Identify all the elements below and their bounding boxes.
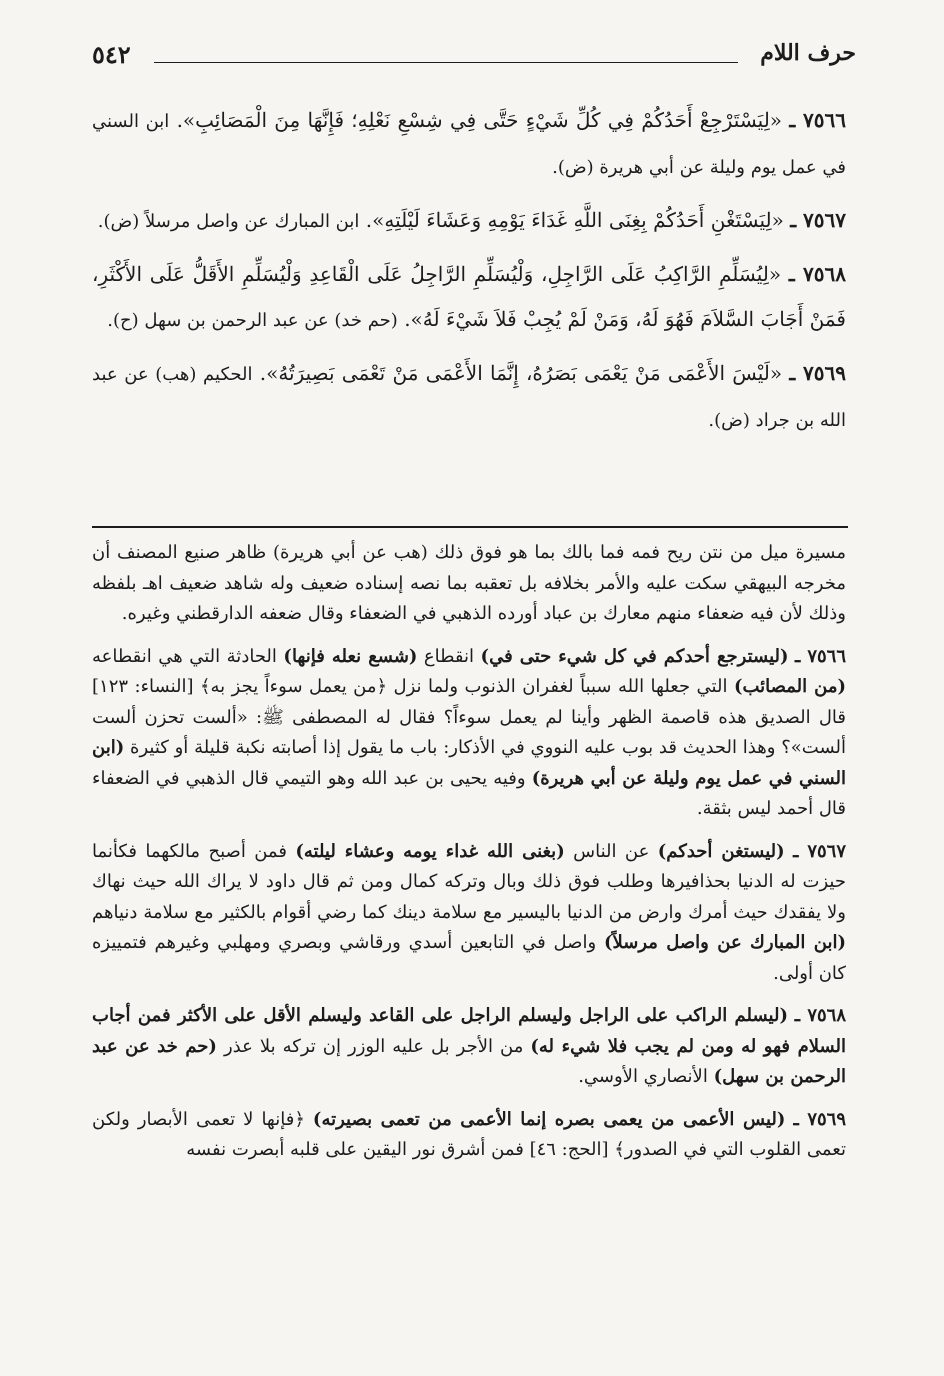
hadith-number: ٧٥٦٦ ـ <box>789 108 847 132</box>
page-header <box>92 40 856 76</box>
quoted-text: (بغنى الله غداء يومه وعشاء ليلته) <box>295 840 565 862</box>
quoted-text: (ليسلم الراكب على الراجل وليسلم الراجل على القاعد وليسلم الأقل على الأكثر فمن أجاب السلام فهو له ومن لم يجب فلا شيء له) <box>92 1005 846 1057</box>
hadith-7567 <box>92 198 846 244</box>
section-divider <box>92 526 848 528</box>
quoted-text: (ليسترجع أحدكم في كل شيء حتى في) <box>480 645 789 667</box>
hadith-source: ابن السني في عمل يوم وليلة عن أبي هريرة (ض). <box>92 111 846 178</box>
hadith-source: ابن المبارك عن واصل مرسلاً (ض). <box>97 211 360 232</box>
explanation-text: التي جعلها الله سبباً لغفران الذنوب ولما نزل ﴿من يعمل سوءاً يجز به﴾ [النساء: ١٢٣] قال الصديق هذه قاصمة الظهر وأينا لم يعمل سوءاً؟ فقال له المصطفى ﷺ: «ألست تحزن ألست ألست»؟ وهذا الحديث قد بوب عليه النووي في الأذكار: باب ما يقول إذا أصابته نكبة قليلة أو كثيرة <box>92 676 846 758</box>
hadith-text: «لِيَسْتَرْجِعْ أَحَدُكُمْ فِي كُلِّ شَيْءٍ حَتَّى فِي شِسْعِ نَعْلِهِ؛ فَإِنَّهَا مِنَ الْمَصَائِبِ». <box>176 108 783 132</box>
quoted-text: (شسع نعله فإنها) <box>283 645 418 667</box>
explanation-text: من الأجر بل عليه الوزر إن تركه بلا عذر <box>216 1035 531 1057</box>
quoted-text: (ابن السني في عمل يوم وليلة عن أبي هريرة) <box>92 737 847 789</box>
quoted-text: (ابن المبارك عن واصل مرسلاً) <box>603 932 846 953</box>
hadith-number: ٧٥٦٧ ـ <box>790 208 846 232</box>
explanation-text: وفيه يحيى بن عبد الله وهو التيمي قال الذهبي في الضعفاء قال أحمد ليس بثقة. <box>92 767 846 819</box>
commentary-intro: مسيرة ميل من نتن ريح فمه فما بالك بما هو فوق ذلك (هب عن أبي هريرة) ظاهر صنيع المصنف أن مخرجه البيهقي سكت عليه والأمر بخلافه بل تعقبه بما نصه إسناده ضعيف وله شاهد ضعيف اهـ بلفظه وذلك لأن فيه ضعفاء منهم معارك بن عباد أورده الذهبي في الضعفاء وقال ضعفه الدارقطني وغيره. <box>92 542 846 624</box>
hadith-7569 <box>92 351 846 443</box>
hadith-text: «لِيُسَلِّمِ الرَّاكِبُ عَلَى الرَّاجِلِ، وَلْيُسَلِّمِ الرَّاجِلُ عَلَى الْقَاعِدِ وَلْيُسَلِّمِ الأَقَلُّ عَلَى الأَكْثَرِ، فَمَنْ أَجَابَ السَّلاَمَ فَهُوَ لَهُ، وَمَنْ لَمْ يُجِبْ فَلاَ شَيْءَ لَهُ». <box>92 262 846 331</box>
quoted-text: (حم خد عن عبد الرحمن بن سهل) <box>92 1035 846 1087</box>
hadith-section <box>92 98 846 451</box>
hadith-text: «لَيْسَ الأَعْمَى مَنْ يَعْمَى بَصَرُهُ، إِنَّمَا الأَعْمَى مَنْ تَعْمَى بَصِيرَتُهُ». <box>259 361 783 385</box>
hadith-number: ٧٥٦٩ ـ <box>789 361 847 385</box>
hadith-number: ٧٥٦٨ ـ <box>788 262 847 286</box>
hadith-7566 <box>92 98 846 190</box>
quoted-text: (ليستغن أحدكم) <box>657 840 785 862</box>
quoted-text: (ليس الأعمى من يعمى بصره إنما الأعمى من تعمى بصيرته) <box>312 1108 786 1130</box>
explanation-text: انقطاع <box>417 645 481 667</box>
hadith-text: «لِيَسْتَغْنِ أَحَدُكُمْ بِغِنَى اللَّهِ غَدَاءَ يَوْمِهِ وَعَشَاءَ لَيْلَتِهِ». <box>365 208 784 232</box>
commentary-7569 <box>92 1105 846 1166</box>
commentary-number: ٧٥٦٧ ـ <box>793 840 846 862</box>
commentary-number: ٧٥٦٩ ـ <box>793 1108 846 1130</box>
commentary-7568 <box>92 1001 846 1093</box>
explanation-text: ﴿فإنها لا تعمى الأبصار ولكن تعمى القلوب التي في الصدور﴾ [الحج: ٤٦] فمن أشرق نور اليقين على قلبه أبصرت نفسه <box>92 1108 846 1160</box>
explanation-text: عن الناس <box>564 840 658 862</box>
hadith-source: (حم خد) عن عبد الرحمن بن سهل (ح). <box>107 310 398 331</box>
quoted-text: (من المصائب) <box>733 676 846 697</box>
commentary-7566 <box>92 642 846 825</box>
chapter-title: حرف اللام <box>760 40 856 66</box>
explanation-text: فمن أصبح مالكهما فكأنما حيزت له الدنيا بحذافيرها وطلب فوق ذلك وبال وتركه كمال ومن ثم قال داود لا يراك الله حيث نهاك ولا يفقدك حيث أمرك وارض من الدنيا باليسير مع سلامة دينك كما رضي أقوام بالكثير مع سلامة دنياهم <box>92 840 846 923</box>
commentary-number: ٧٥٦٦ ـ <box>795 645 846 667</box>
header-rule <box>154 62 738 63</box>
commentary-section <box>92 538 846 1178</box>
hadith-7568 <box>92 252 846 343</box>
hadith-source: الحكيم (هب) عن عبد الله بن جراد (ض). <box>92 364 846 431</box>
explanation-text: واصل في التابعين أسدي ورقاشي وبصري ومهلبي وغيرهم فتمييزه كان أولى. <box>92 932 846 984</box>
commentary-number: ٧٥٦٨ ـ <box>794 1005 846 1026</box>
explanation-text: الأنصاري الأوسي. <box>578 1066 714 1087</box>
explanation-text: الحادثة التي هي انقطاعه <box>92 645 284 667</box>
commentary-7567 <box>92 837 846 990</box>
page-number: ٥٤٢ <box>92 40 131 69</box>
